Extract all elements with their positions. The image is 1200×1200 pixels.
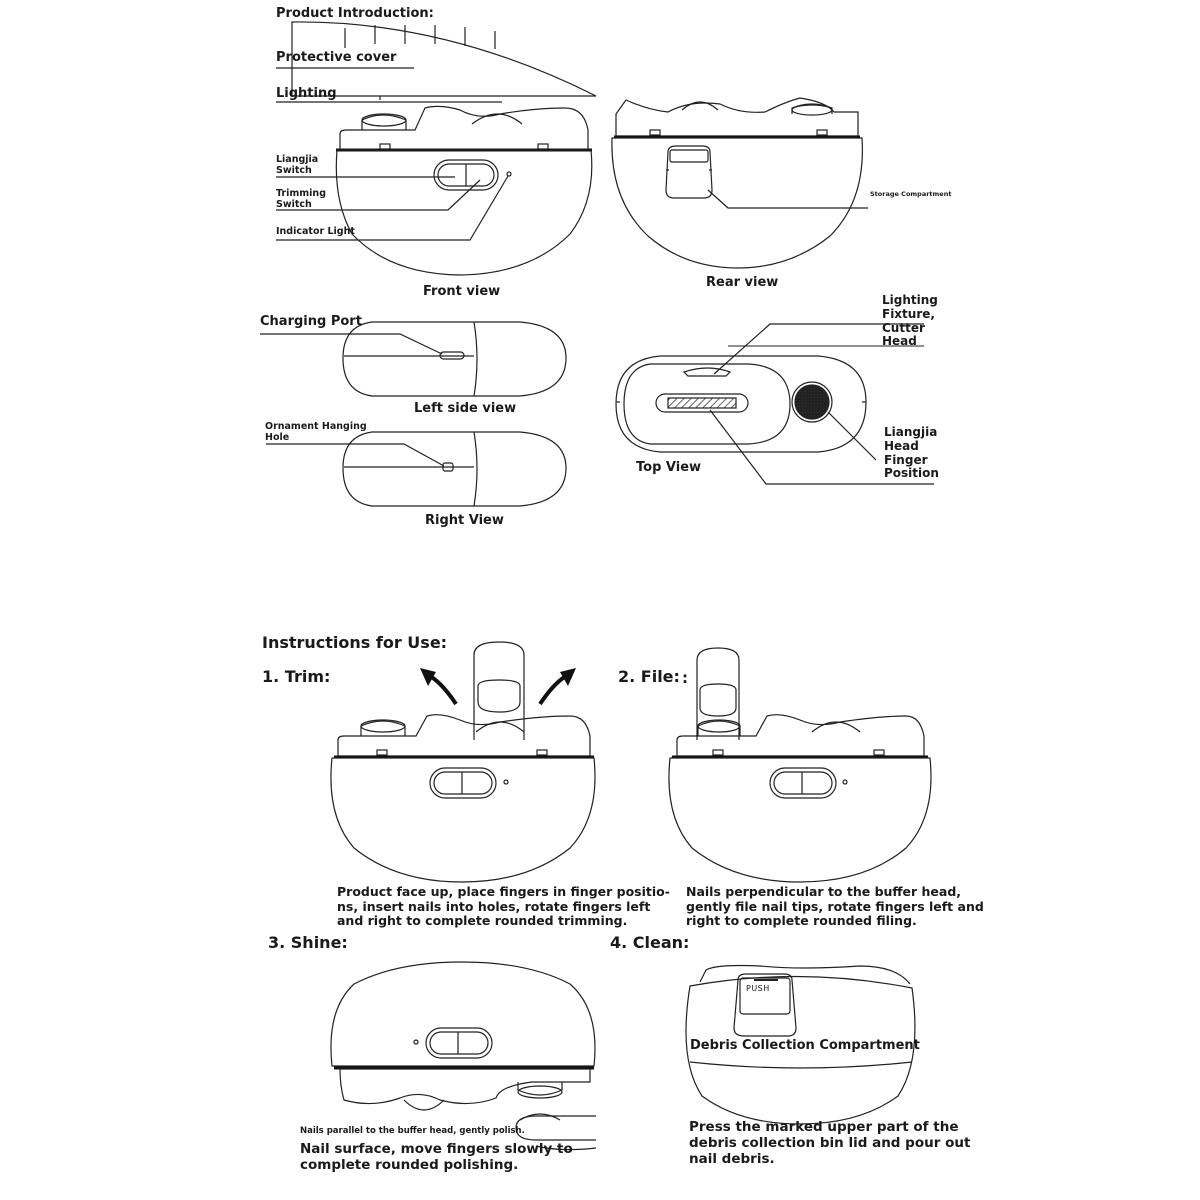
label-lighting: Lighting	[276, 86, 337, 101]
file-description: Nails perpendicular to the buffer head, gently file nail tips, rotate fingers left and right to complete rounded filing.	[686, 884, 984, 929]
caption-front-view: Front view	[423, 284, 501, 299]
finger-shine	[516, 1116, 596, 1140]
front-top-unit	[340, 106, 588, 150]
caption-rear-view: Rear view	[706, 275, 779, 290]
caption-left-side-view: Left side view	[414, 401, 517, 416]
caption-right-view: Right View	[425, 513, 504, 528]
trim-drawing	[331, 642, 595, 882]
label-charging-port: Charging Port	[260, 314, 362, 329]
rear-body-shape	[612, 138, 863, 268]
trim-description: Product face up, place fingers in finger positio- ns, insert nails into holes, rotate fingers left and right to complete rounded trimming.	[337, 884, 670, 929]
label-ornament-hole: Ornament Hanging Hole	[265, 421, 367, 443]
front-finger-button	[362, 115, 406, 130]
shine-description: Nail surface, move fingers slowly to complete rounded polishing.	[300, 1141, 573, 1173]
storage-compartment-shape	[666, 146, 712, 198]
shine-small-note: Nails parallel to the buffer head, gently polish.	[300, 1126, 525, 1136]
left-side-view-drawing	[260, 322, 566, 396]
label-liangjia-switch: Liangjia Switch	[276, 154, 319, 176]
front-body-shape	[336, 150, 592, 275]
label-protective-cover: Protective cover	[276, 50, 397, 65]
right-side-shape	[343, 432, 566, 506]
clean-description: Press the marked upper part of the debris collection bin lid and pour out nail debris.	[689, 1119, 971, 1167]
file-drawing	[669, 648, 931, 882]
push-label: PUSH	[746, 984, 770, 993]
cover-ribs	[345, 25, 495, 49]
caption-top-view: Top View	[636, 460, 702, 475]
heading-clean: 4. Clean:	[610, 933, 690, 952]
shine-drawing	[331, 962, 596, 1150]
rear-view-drawing	[612, 98, 868, 268]
heading-shine: 3. Shine:	[268, 933, 348, 952]
label-trimming-switch: Trimming Switch	[276, 188, 326, 210]
label-storage-compartment: Storage Compartment	[870, 190, 952, 198]
heading-trim: 1. Trim:	[262, 667, 331, 686]
label-lighting-fixture: Lighting Fixture, Cutter Head	[882, 293, 938, 349]
instructions-title: Instructions for Use:	[262, 633, 448, 652]
finger-file	[697, 648, 739, 740]
label-indicator-light: Indicator Light	[276, 226, 355, 237]
lighting-fixture-shape	[684, 368, 730, 376]
heading-file: 2. File:	[618, 667, 680, 686]
file-mark: :	[682, 669, 688, 687]
finger-trim	[474, 642, 524, 740]
debris-compartment-label: Debris Collection Compartment	[690, 1038, 920, 1053]
indicator-light-dot	[507, 172, 511, 176]
label-liangjia-head: Liangjia Head Finger Position	[884, 425, 939, 481]
intro-title: Product Introduction:	[276, 6, 434, 21]
